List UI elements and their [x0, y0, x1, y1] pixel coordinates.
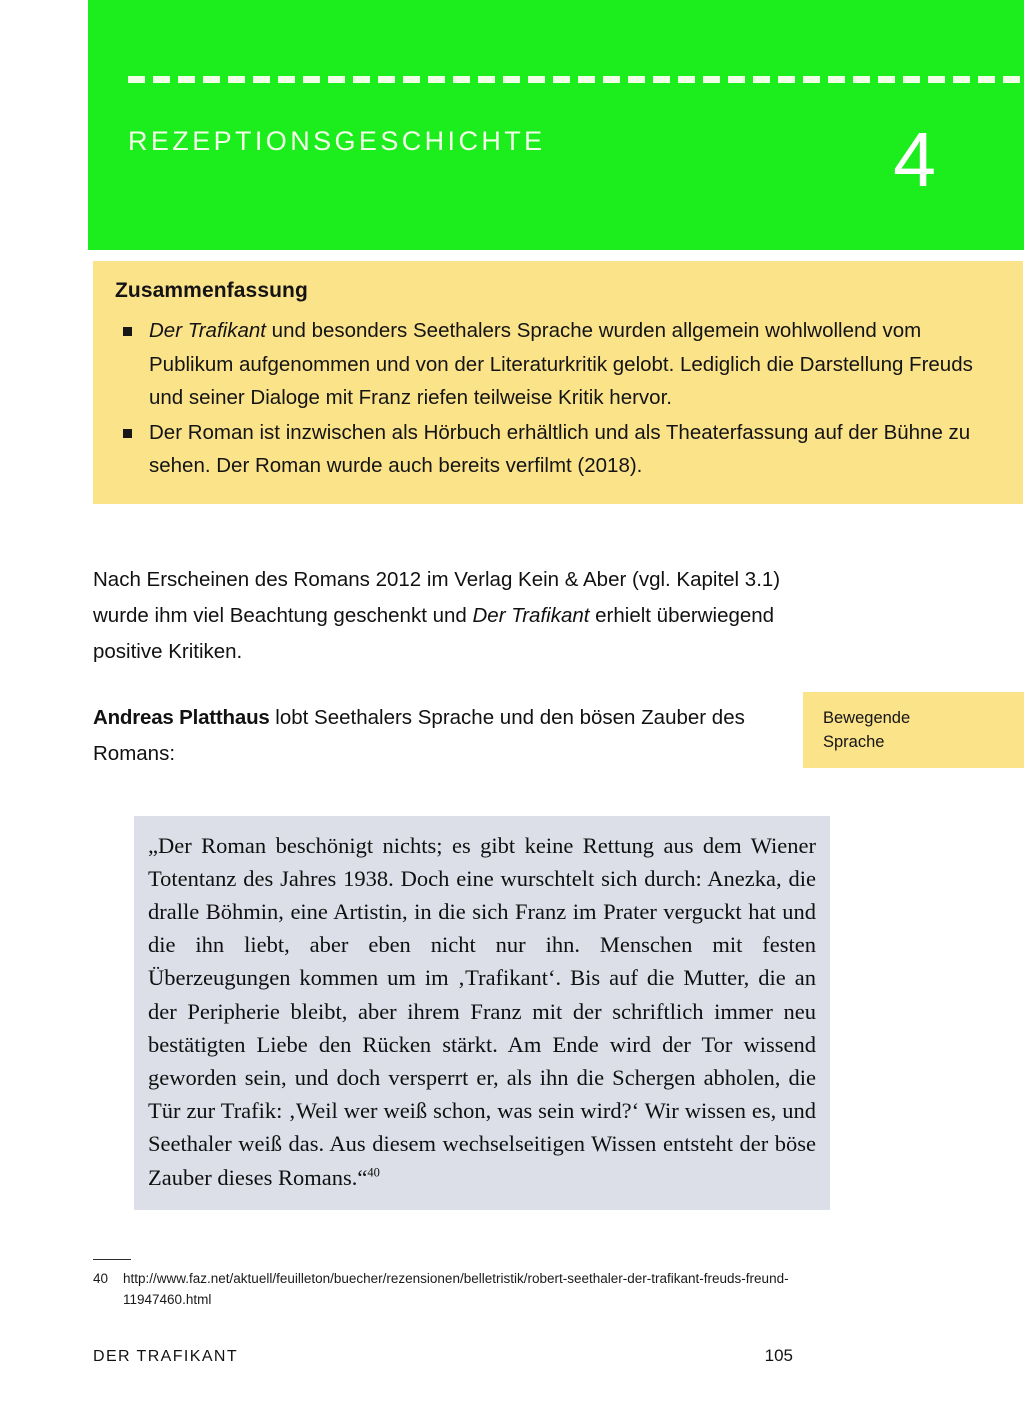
square-bullet-icon: [123, 327, 132, 336]
summary-heading: Zusammenfassung: [115, 279, 308, 302]
footnote-separator-rule: [93, 1259, 131, 1260]
critic-name: Andreas Platthaus: [93, 706, 270, 729]
margin-note-line-1: Bewegende: [823, 709, 911, 727]
footer-page-number: 105: [764, 1346, 793, 1365]
chapter-number: 4: [893, 117, 936, 203]
intro-text-part-2: erhielt überwiegend positive Kritiken.: [93, 604, 775, 663]
summary-list-item: [115, 416, 997, 483]
footnote-marker: 40: [367, 1165, 380, 1180]
page-footer: [93, 1346, 793, 1366]
intro-italic-title: Der Trafikant: [472, 604, 590, 627]
quotation-block: [134, 816, 830, 1210]
dashed-rule-decoration: [128, 76, 1024, 83]
square-bullet-icon: [123, 429, 132, 438]
intro-paragraph: [93, 562, 795, 670]
quotation-text: „Der Roman beschönigt nichts; es gibt keine Rettung aus dem Wiener Totentanz des Jahres 1938. Doch eine wurschtelt sich durch: Anezka, die dralle Böhmin, eine Artistin, in die sich Franz im Prater verguckt hat und die ihn liebt, aber eben nicht nur ihn. Menschen mit festen Überzeugungen kommen um im ‚Trafikant‘. Bis auf die Mutter, die an der Peripherie bleibt, aber ihrem Franz mit der schriftlich immer neu bestätigten Liebe den Rücken stärkt. Am Ende wird der Tor wissend geworden sein, und doch versperrt er, als ihn die Schergen abholen, die Tür zur Trafik: ‚Weil wer weiß schon, was sein wird?‘ Wir wissen es, und Seethaler weiß das. Aus diesem wechselseitigen Wissen entsteht der böse Zauber dieses Romans.“: [148, 832, 816, 1190]
lead-in-paragraph: [93, 700, 795, 772]
summary-list-item: [115, 314, 997, 415]
margin-note: [803, 692, 1024, 768]
summary-item-italic-lead: Der Trafikant: [149, 319, 266, 342]
chapter-banner: [88, 0, 1024, 250]
summary-item-text: und besonders Seethalers Sprache wurden allgemein wohlwollend vom Publikum aufgenommen und von der Literaturkritik gelobt. Lediglich die Darstellung Freuds und seiner Dialoge mit Franz riefen teilweise Kritik hervor.: [149, 319, 973, 409]
summary-list: [115, 314, 997, 483]
summary-item-text: Der Roman ist inzwischen als Hörbuch erhältlich und als Theaterfassung auf der Bühne zu sehen. Der Roman wurde auch bereits verfilmt (2018).: [149, 420, 971, 477]
footnote: [93, 1268, 833, 1310]
chapter-title: REZEPTIONSGESCHICHTE: [128, 126, 546, 156]
footnote-number: 40: [93, 1271, 109, 1286]
footer-book-title: DER TRAFIKANT: [93, 1348, 239, 1365]
margin-note-line-2: Sprache: [823, 733, 885, 751]
summary-box: [93, 261, 1023, 504]
intro-text-part-1: Nach Erscheinen des Romans 2012 im Verlag Kein & Aber (vgl. Kapitel 3.1) wurde ihm viel Beachtung geschenkt und: [93, 568, 781, 627]
lead-in-text: lobt Seethalers Sprache und den bösen Zauber des Romans:: [93, 706, 745, 765]
footnote-url: http://www.faz.net/aktuell/feuilleton/buecher/rezensionen/belletristik/robert-seethaler-der-trafikant-freuds-freund-11947460.html: [123, 1271, 789, 1307]
